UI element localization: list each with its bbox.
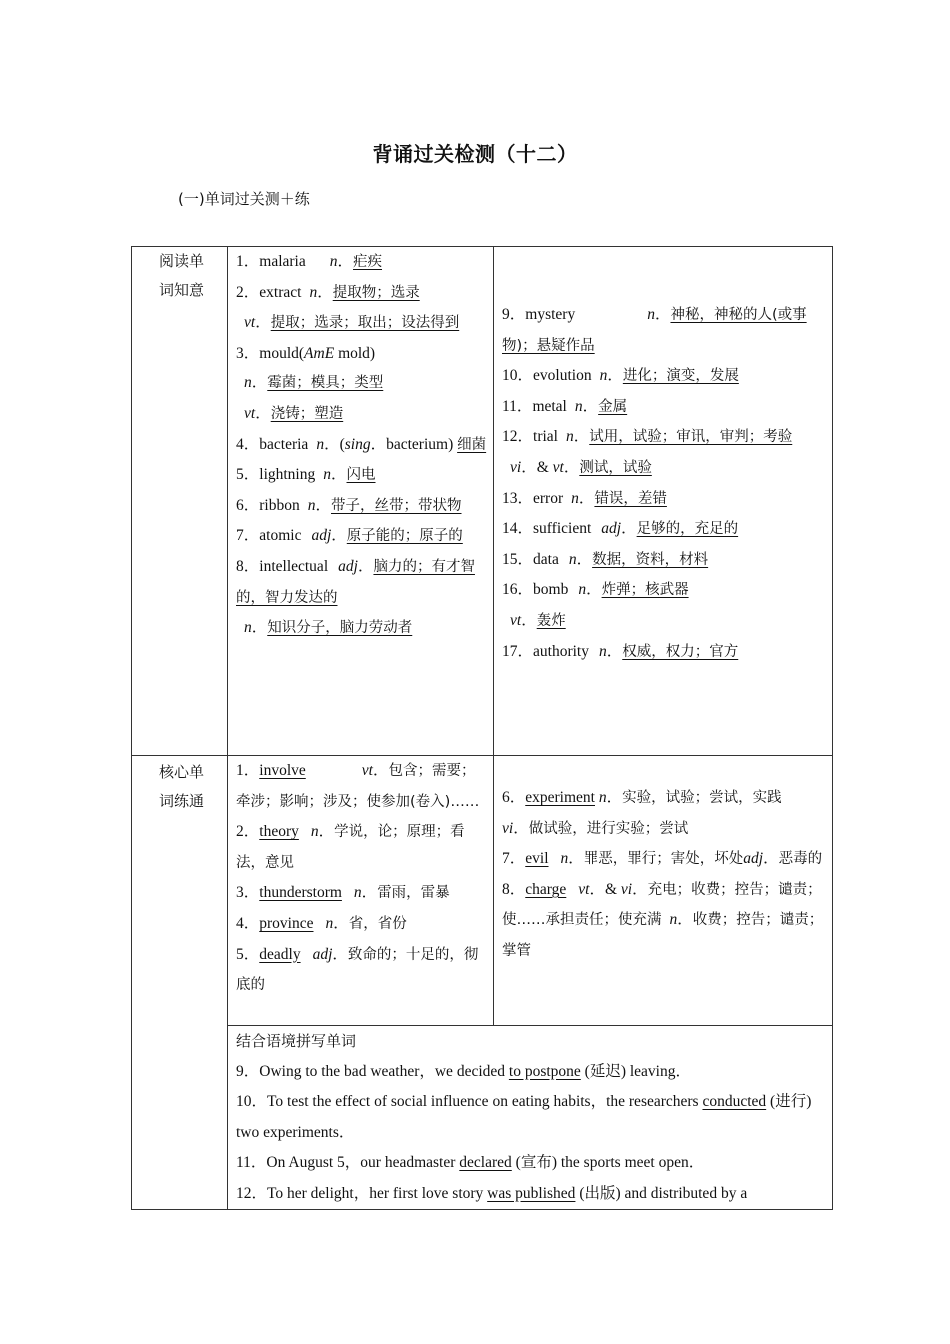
answer: evil xyxy=(525,850,549,868)
list-item: vt．提取；选录；取出；设法得到 xyxy=(244,314,460,332)
answer: 炸弹；核武器 xyxy=(601,582,689,599)
list-item: 13．error n．错误，差错 xyxy=(502,489,667,507)
list-item: 16．bomb n．炸弹；核武器 xyxy=(502,581,689,599)
answer: 知识分子，脑力劳动者 xyxy=(267,620,413,637)
section-heading: (一)单词过关测＋练 xyxy=(178,190,310,208)
row-label-core xyxy=(132,756,228,1210)
answer: experiment xyxy=(525,789,595,806)
list-item: 7．atomic adj．原子能的；原子的 xyxy=(236,527,463,545)
list-item: 15．data n．数据，资料，材料 xyxy=(502,550,709,568)
answer: 金属 xyxy=(598,398,628,415)
answer: 进化；演变，发展 xyxy=(622,368,739,385)
answer: 带子，丝带；带状物 xyxy=(331,497,462,514)
list-item: 5．deadly adj．致命的；十足的，彻底的 xyxy=(236,945,479,994)
list-item: 1．malaria n．疟疾 xyxy=(236,253,383,270)
table-row-reading xyxy=(132,247,833,756)
list-item: vi．& vt．测试，试验 xyxy=(510,458,652,476)
answer: charge xyxy=(525,880,567,898)
answer: 闪电 xyxy=(346,467,376,484)
list-item: 9．Owing to the bad weather，we decided to postpone (延迟) leaving． xyxy=(236,1062,691,1080)
row-label-line: 核心单 xyxy=(158,763,204,781)
list-item: 17．authority n．权威，权力；官方 xyxy=(502,642,739,660)
core-right-cell xyxy=(494,756,833,1026)
context-cell xyxy=(228,1026,833,1210)
answer: 提取；选录；取出；设法得到 xyxy=(270,315,460,332)
list-item: 11．metal n．金属 xyxy=(502,397,628,415)
list-item: 7．evil n．罪恶，罪行；害处，坏处adj．恶毒的 xyxy=(502,850,823,868)
list-item: 3．thunderstorm n．雷雨，雷暴 xyxy=(236,884,450,902)
list-item: 12．trial n．试用，试验；审讯，审判；考验 xyxy=(502,428,793,446)
core-left-cell xyxy=(228,756,494,1026)
list-item: 6．experiment n．实验，试验；尝试，实践 xyxy=(502,789,782,806)
list-item: 10．evolution n．进化；演变，发展 xyxy=(502,367,739,385)
list-item: 11．On August 5，our headmaster declared (宣布) the sports meet open． xyxy=(236,1154,705,1171)
row-label-reading xyxy=(132,247,228,756)
context-heading: 结合语境拼写单词 xyxy=(236,1032,357,1050)
list-item: 4．bacteria n．(sing．bacterium) 细菌 xyxy=(236,435,487,453)
answer: conducted xyxy=(702,1093,767,1110)
list-item: vt．浇铸；塑造 xyxy=(244,404,344,422)
answer: 试用，试验；审讯，审判；考验 xyxy=(589,429,793,446)
list-item: vt．轰炸 xyxy=(510,611,566,629)
list-item: 12．To her delight，her first love story was published (出版) and distributed by a xyxy=(236,1184,748,1202)
list-item: n．霉菌；模具；类型 xyxy=(244,374,384,392)
list-item: 9．mystery n．神秘，神秘的人(或事物)；悬疑作品 xyxy=(502,306,807,354)
answer: was published xyxy=(487,1184,576,1202)
answer: declared xyxy=(459,1154,512,1171)
list-item: 1．involve vt．包含；需要；牵涉；影响；涉及；使参加(卷入)…… xyxy=(236,762,480,810)
answer: 提取物；选录 xyxy=(332,284,420,301)
answer: deadly xyxy=(259,945,301,963)
vocab-table xyxy=(131,246,833,1210)
answer: 原子能的；原子的 xyxy=(346,528,463,545)
reading-left-cell xyxy=(228,247,494,756)
row-label-line: 词练通 xyxy=(158,792,204,810)
table-row-core xyxy=(132,756,833,1026)
answer: 足够的，充足的 xyxy=(636,521,739,538)
page-title: 背诵过关检测（十二） xyxy=(372,142,578,166)
answer: theory xyxy=(259,823,299,841)
list-item: 2．theory n．学说，论；原理；看法，意见 xyxy=(236,823,465,871)
reading-right-cell xyxy=(494,247,833,756)
row-label-line: 阅读单 xyxy=(158,252,204,270)
answer: 权威，权力；官方 xyxy=(622,643,739,660)
list-item: 5．lightning n．闪电 xyxy=(236,466,376,484)
answer: 浇铸；塑造 xyxy=(270,405,344,422)
list-item: 10．To test the effect of social influence on eating habits，the researchers conducted (进行) two experiments． xyxy=(236,1093,812,1141)
answer: 数据，资料，材料 xyxy=(592,551,709,568)
list-item: vi．做试验，进行实验；尝试 xyxy=(502,819,689,837)
answer: 疟疾 xyxy=(353,254,383,270)
answer: thunderstorm xyxy=(259,884,342,902)
list-item: 8．charge vt．& vi．充电；收费；控告；谴责；使……承担责任；使充满 n．收费；控告；谴责；掌管 xyxy=(502,880,824,959)
answer: 错误，差错 xyxy=(594,490,667,507)
list-item: 2．extract n．提取物；选录 xyxy=(236,283,420,301)
list-item: 3．mould(AmE mold) xyxy=(236,344,376,362)
answer: province xyxy=(259,914,314,932)
list-item: n．知识分子，脑力劳动者 xyxy=(244,619,413,637)
answer: 测试，试验 xyxy=(579,459,652,476)
list-item: 14．sufficient adj．足够的，充足的 xyxy=(502,520,739,538)
answer: 细菌 xyxy=(457,436,487,453)
answer: involve xyxy=(259,762,306,779)
list-item: 6．ribbon n．带子，丝带；带状物 xyxy=(236,496,462,514)
answer: 神秘，神秘的人(或事物)；悬疑作品 xyxy=(502,307,807,354)
answer: 霉菌；模具；类型 xyxy=(267,375,384,392)
list-item: 8．intellectual adj．脑力的；有才智的，智力发达的 xyxy=(236,557,475,606)
answer: to postpone xyxy=(508,1062,581,1080)
answer: 脑力的；有才智的，智力发达的 xyxy=(236,558,475,606)
table-row-context xyxy=(132,1026,833,1210)
list-item: 4．province n．省，省份 xyxy=(236,914,407,932)
row-label-line: 词知意 xyxy=(158,281,204,299)
answer: 轰炸 xyxy=(536,612,566,629)
